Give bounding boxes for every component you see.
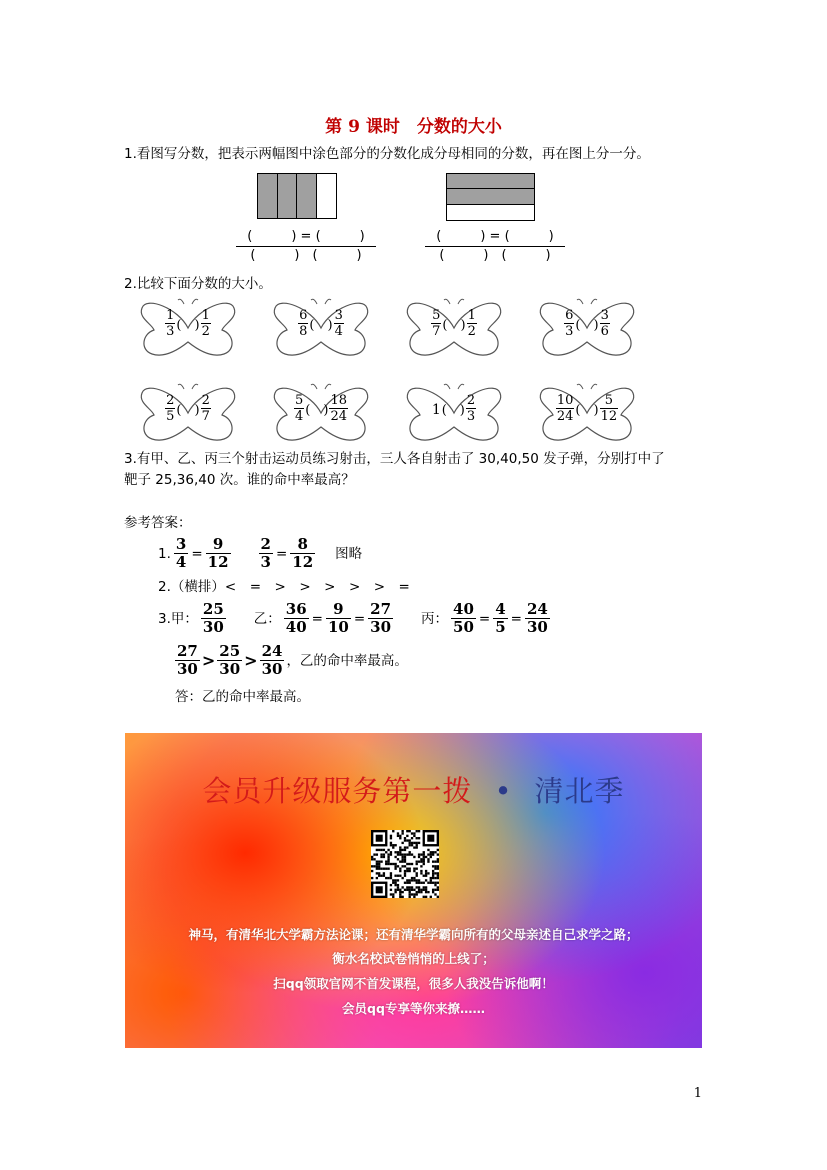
answer-1-prefix: 1. [158, 545, 171, 562]
comparison-blank[interactable]: ( ) [305, 403, 329, 418]
banner-title-main: 会员升级服务第一拨 [202, 774, 473, 808]
q1-right-numerators: ( ) = ( ) [425, 228, 565, 247]
page-number: 1 [693, 1086, 702, 1101]
fraction: $\frac{2}{3}$ [260, 535, 271, 571]
page-title: 第 9 课时 分数的大小 [325, 117, 502, 137]
answer-3-bing-label: 丙： [421, 610, 449, 627]
q1-left-blank[interactable] [236, 228, 376, 265]
fraction: $\frac{36}{40}$ [285, 600, 307, 636]
question-1-text: 1.看图写分数，把表示两幅图中涂色部分的分数化成分母相同的分数，再在图上分一分。 [124, 146, 650, 162]
answer-3-prefix: 3.甲： [158, 610, 198, 627]
fraction: 24 30 [261, 642, 283, 678]
fraction: $\frac{24}{30}$ [526, 600, 548, 636]
comparison-blank[interactable]: ( ) [176, 403, 200, 418]
butterfly-comparison[interactable] [138, 296, 238, 360]
butterfly-comparison[interactable] [404, 381, 504, 445]
comparison-blank[interactable]: ( ) [442, 318, 466, 333]
butterfly-right-value: $\frac{1}{2}$ [467, 308, 476, 339]
answer-3-comparison-suffix: ，乙的命中率最高。 [286, 652, 408, 669]
banner-line-2: 衡水名校试卷悄悄的上线了； [332, 951, 495, 966]
butterfly-right-value: $\frac{1}{2}$ [201, 308, 210, 339]
butterfly-left-value: $\frac{1}{3}$ [166, 308, 175, 339]
answer-3-final: 答：乙的命中率最高。 [175, 689, 310, 705]
butterfly-comparison[interactable] [537, 381, 637, 445]
banner-line-4: 会员qq专享等你来撩…… [342, 1001, 485, 1016]
question-2-text: 2.比较下面分数的大小。 [124, 276, 272, 292]
banner-line-1: 神马，有清华北大学霸方法论课；还有清华学霸向所有的父母亲述自己求学之路； [188, 927, 639, 942]
butterfly-comparison[interactable] [271, 296, 371, 360]
butterfly-right-value: $\frac{5}{12}$ [600, 393, 618, 424]
banner-line-3: 扫qq领取官网不首发课程，很多人我没告诉他啊！ [273, 976, 554, 991]
q1-right-blank[interactable] [425, 228, 565, 265]
fraction: 27 30 [177, 642, 198, 678]
butterfly-left-value: $\frac{6}{3}$ [565, 308, 574, 339]
comparison-blank[interactable]: ( ) [309, 318, 333, 333]
butterfly-left-value: 1 [431, 402, 441, 418]
fraction: $\frac{4}{5}$ [495, 600, 506, 636]
fraction: 25 30 [219, 642, 241, 678]
fraction: $\frac{9}{12}$ [207, 535, 229, 571]
question-3-line1: 3.有甲、乙、丙三个射击运动员练习射击，三人各自射击了 30,40,50 发子弹，分别打中了 [124, 451, 665, 467]
butterfly-right-value: $\frac{3}{6}$ [600, 308, 609, 339]
answer-2: 2.（横排）< = > > > > > = [158, 579, 410, 595]
answers-heading: 参考答案： [124, 515, 192, 531]
banner-title-dot: • [494, 774, 513, 808]
q1-left-denominators: ( ) ( ) [250, 248, 362, 263]
answer-3-comparison: 27 30 > 25 30 > 24 30 ，乙的命中率最高。 [177, 642, 408, 678]
comparison-blank[interactable]: ( ) [575, 403, 599, 418]
comparison-blank[interactable]: ( ) [575, 318, 599, 333]
butterfly-comparison[interactable] [271, 381, 371, 445]
promo-banner[interactable] [125, 733, 702, 1048]
butterfly-comparison[interactable] [537, 296, 637, 360]
answer-3-yi-label: 乙： [253, 610, 281, 627]
answer-3: 3.甲： 25 30 乙： $\frac{36}{40}$ = $\frac{9}{10}$ = $\frac{27}{30}$ 丙： $\frac{40}{50}$ = $\frac{4}{5}$ = $\frac{24}{30}$ [158, 600, 548, 636]
fraction: $\frac{3}{4}$ [175, 535, 187, 571]
figure-horizontal-bars [446, 173, 535, 221]
banner-title-tail: 清北季 [534, 774, 625, 808]
figure-vertical-bars [257, 173, 337, 219]
q1-right-denominators: ( ) ( ) [439, 248, 551, 263]
comparison-blank[interactable]: ( ) [176, 318, 200, 333]
fraction: $\frac{8}{12}$ [292, 535, 314, 571]
qr-code-icon[interactable] [371, 830, 439, 898]
fraction: $\frac{40}{50}$ [453, 600, 474, 636]
butterfly-left-value: $\frac{2}{5}$ [166, 393, 175, 424]
butterfly-right-value: $\frac{2}{3}$ [466, 393, 476, 424]
butterfly-right-value: $\frac{2}{7}$ [201, 393, 210, 424]
fraction: $\frac{27}{30}$ [370, 600, 392, 636]
butterfly-left-value: $\frac{5}{7}$ [432, 308, 441, 339]
butterfly-left-value: $\frac{6}{8}$ [299, 308, 308, 339]
question-3-line2: 靶子 25,36,40 次。谁的命中率最高？ [124, 472, 355, 488]
butterfly-left-value: $\frac{5}{4}$ [295, 393, 304, 424]
butterfly-left-value: $\frac{10}{24}$ [556, 393, 574, 424]
butterfly-right-value: $\frac{3}{4}$ [334, 308, 343, 339]
fraction: $\frac{9}{10}$ [327, 600, 349, 636]
answer-1-suffix: 图略 [335, 545, 363, 562]
fraction: 25 30 [202, 600, 224, 636]
butterfly-comparison[interactable] [404, 296, 504, 360]
comparison-blank[interactable]: ( ) [441, 403, 465, 418]
answer-1: 1. $\frac{3}{4}$ = $\frac{9}{12}$ $\frac{2}{3}$ = $\frac{8}{12}$ 图略 [158, 535, 363, 571]
butterfly-right-value: $\frac{18}{24}$ [330, 393, 347, 424]
banner-title [125, 769, 702, 810]
q1-left-numerators: ( ) = ( ) [236, 228, 376, 247]
butterfly-comparison[interactable] [138, 381, 238, 445]
